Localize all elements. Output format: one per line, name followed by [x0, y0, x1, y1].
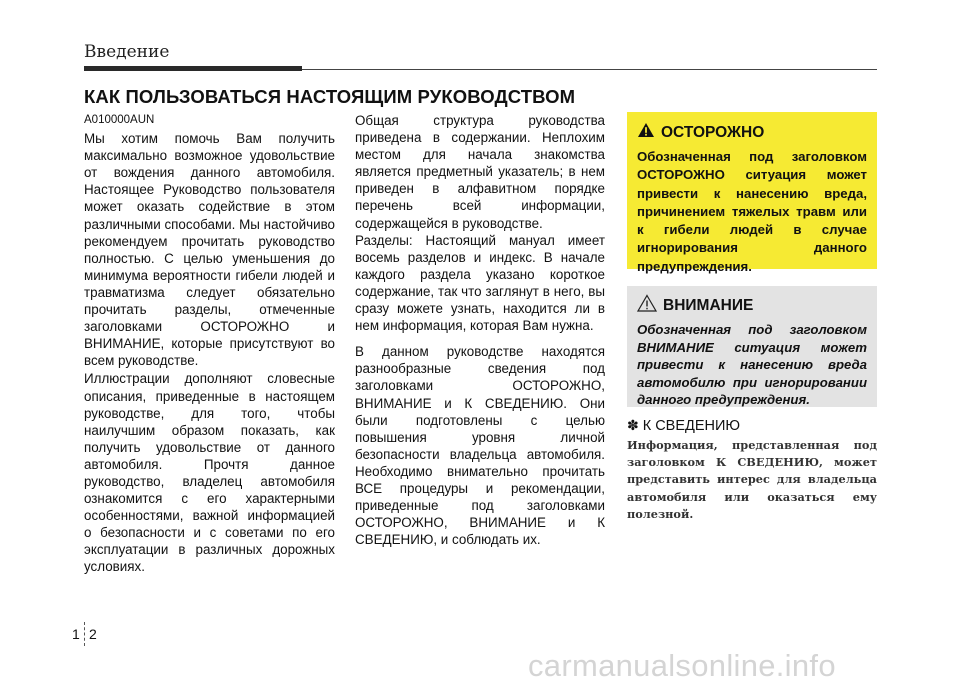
- paragraph: Разделы: Настоящий мануал имеет восемь разделов и индекс. В начале каждого раздела указано короткое содержание, так что заглянут в него, вы сразу можете узнать, находится ли в нем информация, которая Вам нужна.: [355, 232, 605, 334]
- warning-box: [627, 112, 877, 274]
- info-title: К СВЕДЕНИЮ: [642, 417, 741, 434]
- caution-text: Обозначенная под заголовком ВНИМАНИЕ ситуация может привести к нанесению вреда автомобилю при игнорировании данного предупреждения.: [637, 322, 867, 407]
- star-icon: ✽: [627, 417, 639, 433]
- page-number-divider: [84, 622, 85, 646]
- warning-triangle-icon: [637, 122, 655, 143]
- paragraph: В данном руководстве находятся разнообразные сведения под заголовками ОСТОРОЖНО, ВНИМАНИЕ и К СВЕДЕНИЮ. Они были подготовлены с целью повышения уровня личной безопасности владельца автомобиля. Необходимо внимательно прочитать ВСЕ процедуры и рекомендации, приведенные под заголовками ОСТОРОЖНО, ВНИМАНИЕ и К СВЕДЕНИЮ, и соблюдать их.: [355, 344, 605, 548]
- warning-title: ОСТОРОЖНО: [661, 123, 765, 141]
- section-code: A010000AUN: [84, 114, 155, 126]
- text-column-1: [84, 112, 335, 576]
- paragraph: Мы хотим помочь Вам получить максимально возможное удовольствие от вождения данного автомобиля. Настоящее Руководство пользователя может оказать содействие в этом различными способами. Мы настойчиво рекомендуем прочитать руководство полностью. С целью уменьшения до минимума вероятности гибели людей и травматизма следует обязательно прочитать разделы, отмеченные заголовками ОСТОРОЖНО и ВНИМАНИЕ, которые присутствуют во всем руководстве.: [84, 131, 335, 369]
- page-number: 2: [89, 626, 97, 642]
- text-column-2: [355, 112, 605, 548]
- info-heading: [627, 417, 740, 434]
- caution-box: [627, 286, 877, 407]
- caution-title-row: [637, 294, 867, 317]
- page-heading: КАК ПОЛЬЗОВАТЬСЯ НАСТОЯЩИМ РУКОВОДСТВОМ: [84, 86, 576, 107]
- watermark: carmanualsonline.info: [528, 648, 836, 683]
- warning-title-row: [637, 122, 867, 143]
- caution-triangle-outline-icon: [637, 294, 657, 317]
- warning-text: Обозначенная под заголовком ОСТОРОЖНО ситуация может привести к нанесению вреда, причинением тяжелых травм или к гибели людей в случае игнорирования данного предупреждения.: [637, 149, 867, 274]
- paragraph: Общая структура руководства приведена в содержании. Неплохим местом для начала знакомства является предметный указатель; в нем приведен в алфавитном порядке перечень всей информации, содержащейся в руководстве.: [355, 113, 605, 231]
- header-rule-thick: [84, 66, 302, 71]
- header-rule-thin: [302, 69, 877, 70]
- page-number-section: 1: [72, 626, 80, 642]
- paragraph: Иллюстрации дополняют словесные описания, приведенные в настоящем руководстве, для того, чтобы наилучшим образом показать, как получить удовольствие от данного автомобиля. Прочтя данное руководство, владелец автомобиля ознакомится с его характерными особенностями, важной информацией о безопасности и с советами по его эксплуатации в различных дорожных условиях.: [84, 371, 335, 575]
- info-text: Информация, представленная под заголовком К СВЕДЕНИЮ, может представить интерес для владельца автомобиля или оказаться ему полезной.: [627, 438, 877, 521]
- section-title: Введение: [84, 42, 170, 62]
- caution-title: ВНИМАНИЕ: [663, 296, 754, 314]
